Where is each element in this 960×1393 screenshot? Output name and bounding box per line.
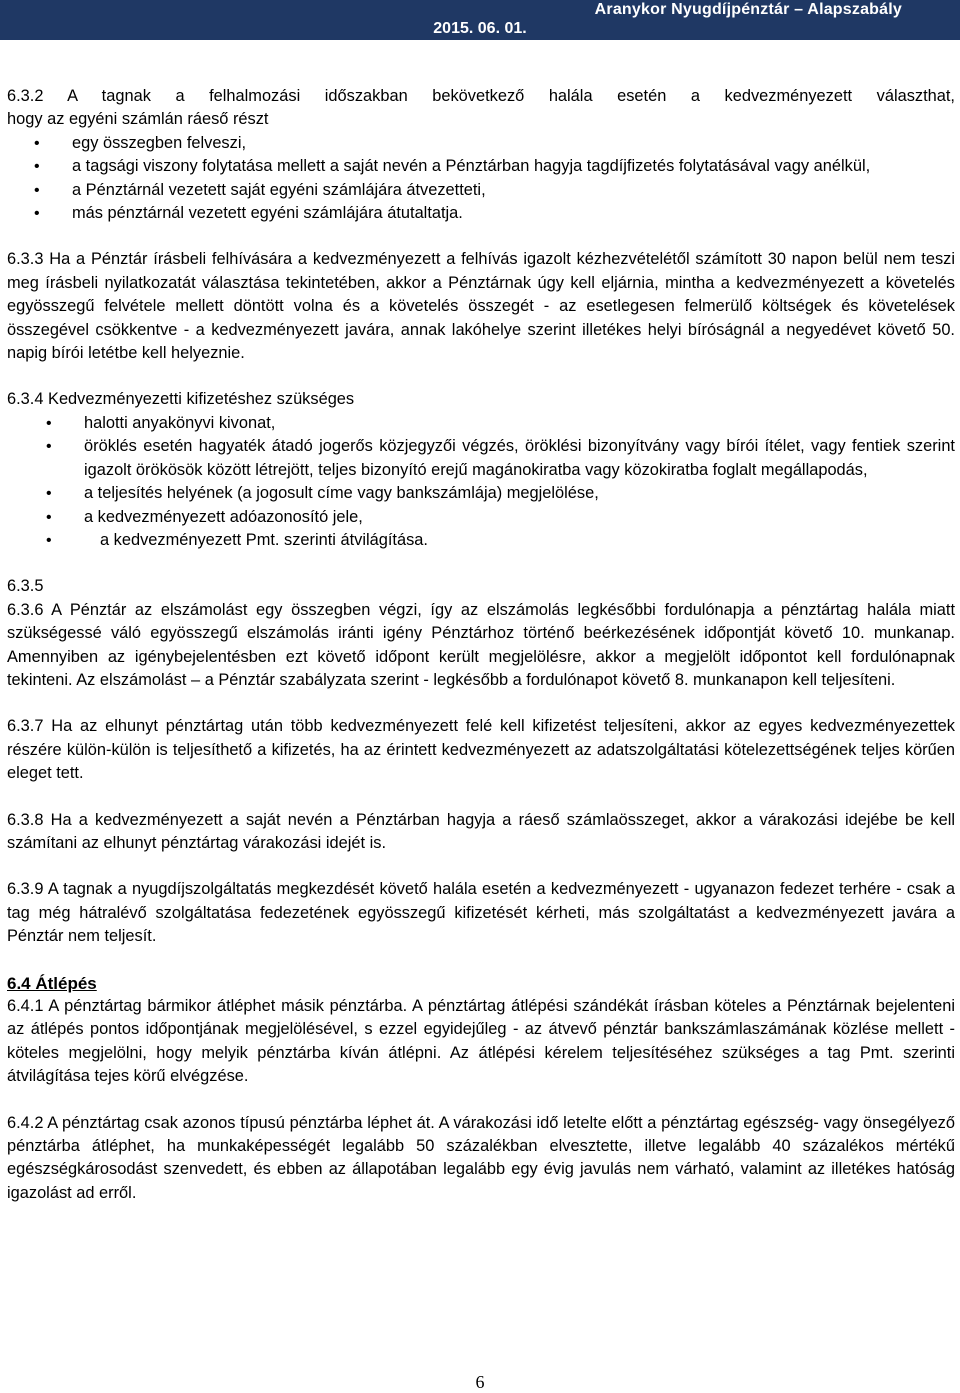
list-item: • a teljesítés helyének (a jogosult címe vagy bankszámlája) megjelölése, — [84, 482, 955, 505]
paragraph-6-4-2: 6.4.2 A pénztártag csak azonos típusú pénztárba léphet át. A várakozási idő letelte előtt a pénztártag egészség- vagy önsegélyező pénztárba átléphet, ha munkaképességét legalább 50 százalékban elvesztette, illetve legalább 40 százalékos mértékű egészségkárosodást szenvedett, és ebben az állapotában legalább egy évig javulás nem várható, valamint az illetékes hatóság igazolást ad erről. — [7, 1113, 955, 1202]
paragraph-6-3-5: 6.3.5 — [7, 577, 44, 596]
list-item: • öröklés esetén hagyaték átadó jogerős közjegyzői végzés, öröklési bizonyítvány vagy bírói ítélet, vagy fentiek szerint igazolt örökösök között létrejött, teljes bizonyító erejű magánokiratba vagy közokiratba foglalt megállapodás, — [84, 435, 955, 482]
paragraph-6-4-1: 6.4.1 A pénztártag bármikor átléphet másik pénztárba. A pénztártag átlépési szándékát írásban köteles a Pénztárnak bejelenteni az átlépés pontos időpontjának megjelölésével, s ezzel egyidejűleg - az átvevő pénztár bankszámlaszámának közlése mellett - köteles megjelölni, hogy melyik pénztárba kíván átlépni. Az átlépési kérelem teljesítéséhez szükséges a tag Pmt. szerinti átvilágítása tejes körű elvégzése. — [7, 997, 955, 1086]
paragraph-6-3-3: 6.3.3 Ha a Pénztár írásbeli felhívására a kedvezményezett a felhívás igazolt kézhezvételétől számított 30 napon belül nem teszi meg írásbeli nyilatkozatát választása tekintetében, akkor a Pénztárnak úgy kell eljárnia, mintha a kedvezményezett a követelés egyösszegű felvétele mellett döntött volna és a követelés összegét - az esetlegesen felmerülő költségek és követelések összegével csökkentve - a kedvezményezett javára, annak lakóhelye szerint illetékes helyi bíróságnál a negyedévet követő 50. napig bírói letétbe kell helyeznie. — [7, 250, 955, 363]
section-6-4-heading: 6.4 Átlépés — [7, 973, 97, 993]
list-item: • a kedvezményezett Pmt. szerinti átvilágítása. — [84, 529, 955, 552]
header-date: 2015. 06. 01. — [433, 20, 527, 37]
list-item: • halotti anyakönyvi kivonat, — [84, 412, 955, 435]
section-6-3-2 — [7, 85, 955, 225]
list-item: • a kedvezményezett adóazonosító jele, — [84, 506, 955, 529]
header-title: Aranykor Nyugdíjpénztár – Alapszabály — [594, 1, 902, 18]
paragraph-6-3-9: 6.3.9 A tagnak a nyugdíjszolgáltatás megkezdését követő halála esetén a kedvezményezett - ugyanazon fedezet terhére - csak a tag még hátralévő szolgáltatása fedezetének egyösszegű kifizetését kérheti, más szolgáltatást a kedvezményezett javára a Pénztár nem teljesít. — [7, 880, 955, 946]
paragraph-6-3-2-line1: 6.3.2 A tagnak a felhalmozási időszakban bekövetkező halála esetén a kedvezményezett választhat, — [7, 87, 955, 105]
paragraph-6-3-6: 6.3.6 A Pénztár az elszámolást egy összegben végzi, így az elszámolás legkésőbbi fordulónapja a pénztártag halála miatt szükségessé váló egyösszegű elszámolás iránti igény Pénztárhoz történő beérkezésének időpontját követő 10. munkanap. Amennyiben az igénybejelentésben ezt követő időpont került megjelölésre, akkor a megjelölt időpontot kell fordulónapnak tekinteni. Az elszámolást – a Pénztár szabályzata szerint - legkésőbb a fordulónapot követő 8. munkanapon kell teljesíteni. — [7, 600, 955, 689]
bullet-list-6-3-2 — [72, 132, 955, 226]
paragraph-6-3-4-heading: 6.3.4 Kedvezményezetti kifizetéshez szükséges — [7, 390, 355, 409]
page-number: 6 — [475, 1372, 485, 1392]
list-item: • egy összegben felveszi, — [72, 132, 955, 155]
page-header — [0, 0, 960, 40]
paragraph-6-3-7: 6.3.7 Ha az elhunyt pénztártag után több kedvezményezett felé kell kifizetést teljesíteni, akkor az egyes kedvezményezettek részére külön-külön is teljesíthető a kifizetés, ha az érintett kedvezményezett az adatszolgáltatási kötelezettségének teljes körűen eleget tett. — [7, 717, 955, 783]
paragraph-6-3-2-line2: hogy az egyéni számlán ráeső részt — [7, 110, 269, 129]
document-body — [7, 85, 955, 1205]
list-item: • más pénztárnál vezetett egyéni számlájára átutaltatja. — [72, 202, 955, 225]
bullet-list-6-3-4 — [84, 412, 955, 552]
list-item: • a tagsági viszony folytatása mellett a saját nevén a Pénztárban hagyja tagdíjfizetés folytatásával vagy anélkül, — [72, 155, 955, 178]
section-6-3-4 — [7, 388, 955, 552]
list-item: • a Pénztárnál vezetett saját egyéni számlájára átvezetteti, — [72, 179, 955, 202]
paragraph-6-3-8: 6.3.8 Ha a kedvezményezett a saját nevén a Pénztárban hagyja a ráeső számlaösszeget, akkor a várakozási idejébe be kell számítani az elhunyt pénztártag várakozási idejét is. — [7, 810, 955, 852]
